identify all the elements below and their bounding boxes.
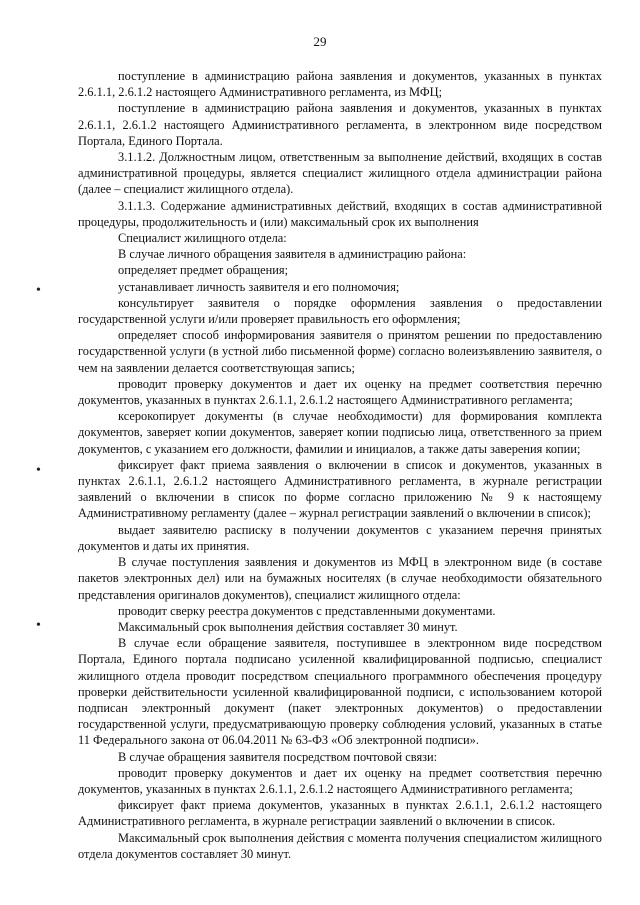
paragraph: ксерокопирует документы (в случае необходимости) для формирования комплекта документов, заверяет копии документов, заверяет копии подписью лица, ответственного за прием документов, с указанием его должности, фамилии и инициалов, а также даты заверения копии; bbox=[78, 409, 602, 456]
scan-mark: • bbox=[36, 283, 41, 298]
paragraph: определяет способ информирования заявителя о принятом решении по предоставлению государственной услуги (в устной либо письменной форме) согласно волеизъявлению заявителя, о чем на заявлении делается соответствующая запись; bbox=[78, 328, 602, 375]
paragraph: Специалист жилищного отдела: bbox=[118, 231, 287, 246]
paragraph: В случае обращения заявителя посредством почтовой связи: bbox=[118, 749, 438, 764]
paragraph: консультирует заявителя о порядке оформления заявления о предоставлении государственной услуги и/или проверяет правильность его оформления; bbox=[78, 295, 602, 327]
scan-mark: • bbox=[36, 463, 41, 478]
page-number: 29 bbox=[313, 34, 327, 49]
paragraph: проводит сверку реестра документов с представленными документами. bbox=[118, 603, 496, 618]
paragraph: определяет предмет обращения; bbox=[118, 263, 289, 278]
paragraph: Максимальный срок выполнения действия с момента получения специалистом жилищного отдела документов составляет 30 минут. bbox=[78, 830, 602, 861]
paragraph: В случае поступления заявления и документов из МФЦ в электронном виде (в составе пакетов электронных дел) или на бумажных носителях (в случае необходимости обязательного представления оригиналов документов), специалист жилищного отдела: bbox=[78, 555, 602, 602]
paragraph: проводит проверку документов и дает их оценку на предмет соответствия перечню документов, указанных в пунктах 2.6.1.1, 2.6.1.2 настоящего Административного регламента; bbox=[78, 376, 602, 408]
paragraph: поступление в администрацию района заявления и документов, указанных в пунктах 2.6.1.1, 2.6.1.2 настоящего Административного регламента, из МФЦ; bbox=[78, 69, 602, 100]
scan-mark: • bbox=[36, 618, 41, 633]
paragraph: В случае личного обращения заявителя в администрацию района: bbox=[118, 247, 467, 262]
paragraph: 3.1.1.3. Содержание административных действий, входящих в состав административной процедуры, продолжительность и (или) максимальный срок их выполнения bbox=[78, 198, 602, 229]
paragraph: проводит проверку документов и дает их оценку на предмет соответствия перечню документов, указанных в пунктах 2.6.1.1, 2.6.1.2 настоящего Административного регламента; bbox=[78, 765, 602, 796]
paragraph: фиксирует факт приема документов, указанных в пунктах 2.6.1.1, 2.6.1.2 настоящего Административного регламента, в журнале регистрации заявлений о включении в список. bbox=[78, 798, 602, 829]
paragraph: Максимальный срок выполнения действия составляет 30 минут. bbox=[118, 619, 458, 634]
paragraph: выдает заявителю расписку в получении документов с указанием перечня принятых документов и даты их принятия. bbox=[78, 522, 602, 553]
document-body bbox=[78, 68, 602, 862]
paragraph: В случае если обращение заявителя, поступившее в электронном виде посредством Портала, Единого портала подписано усиленной квалифицированной подписью, специалист жилищного отдела проводит посредством специального программного обеспечения процедуру проверки действительности усиленной квалифицированной подписи, с использованием которой подписан электронный документ (пакет электронных документов) о предоставлении государственной услуги, предусматривающую проверку соблюдения условий, указанных в статье 11 Федерального закона от 06.04.2011 № 63-ФЗ «Об электронной подписи». bbox=[78, 636, 602, 748]
paragraph: устанавливает личность заявителя и его полномочия; bbox=[118, 279, 400, 294]
paragraph: фиксирует факт приема заявления о включении в список и документов, указанных в пунктах 2.6.1.1, 2.6.1.2 настоящего Административного регламента, в журнале регистрации заявлений о включении в список по форме согласно приложению № 9 к настоящему Административному регламенту (далее – журнал регистрации заявлений о включении в список); bbox=[78, 457, 602, 521]
paragraph: 3.1.1.2. Должностным лицом, ответственным за выполнение действий, входящих в состав административной процедуры, является специалист жилищного отдела администрации района (далее – специалист жилищного отдела). bbox=[78, 150, 602, 197]
paragraph: поступление в администрацию района заявления и документов, указанных в пунктах 2.6.1.1, 2.6.1.2 настоящего Административного регламента, в электронном виде посредством Портала, Единого Портала. bbox=[78, 101, 602, 148]
